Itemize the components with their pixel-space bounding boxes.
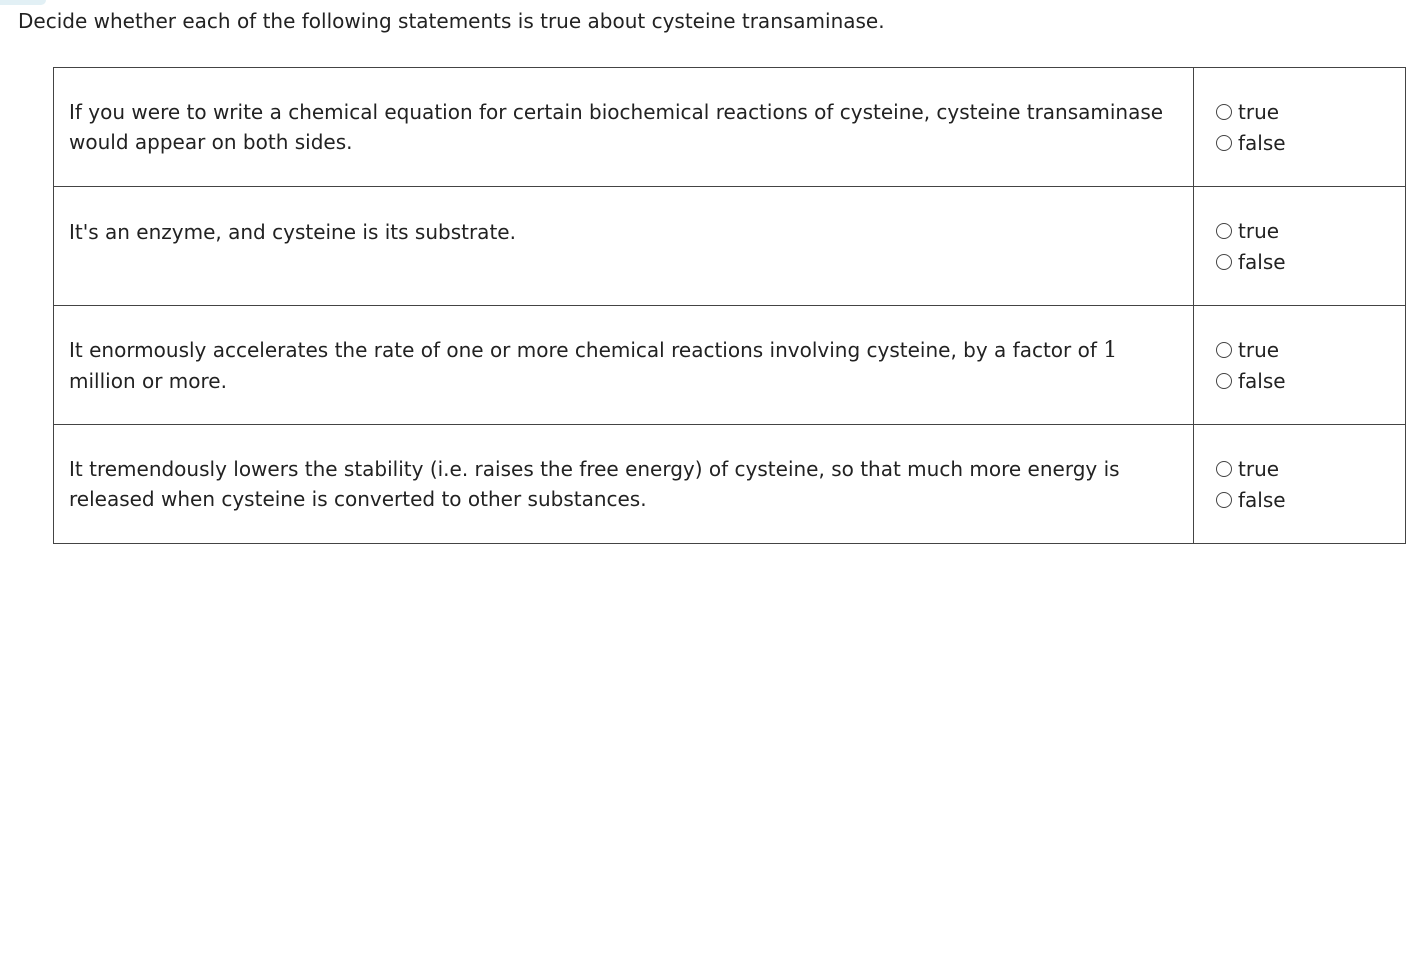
radio-button[interactable] (1216, 254, 1232, 270)
option-label: false (1238, 130, 1286, 155)
radio-button[interactable] (1216, 342, 1232, 358)
radio-button[interactable] (1216, 492, 1232, 508)
statement-2-text: It's an enzyme, and cysteine is its substrate. (54, 187, 1194, 306)
statement-2-true-option[interactable] (1216, 215, 1405, 246)
radio-button[interactable] (1216, 135, 1232, 151)
table-row (54, 187, 1406, 306)
statement-1-options (1194, 68, 1406, 187)
option-label: true (1238, 337, 1280, 362)
option-label: false (1238, 368, 1286, 393)
statement-1-text: If you were to write a chemical equation for certain biochemical reactions of cysteine, cysteine transaminase would appear on both sides. (54, 68, 1194, 187)
math-number: 1 (1103, 337, 1118, 363)
radio-button[interactable] (1216, 223, 1232, 239)
option-label: true (1238, 218, 1280, 243)
option-label: true (1238, 99, 1280, 124)
option-label: true (1238, 456, 1280, 481)
radio-button[interactable] (1216, 104, 1232, 120)
statement-2-options (1194, 187, 1406, 306)
table-row (54, 68, 1406, 187)
statement-3-false-option[interactable] (1216, 365, 1405, 396)
statement-4-text: It tremendously lowers the stability (i.e. raises the free energy) of cysteine, so that much more energy is released when cysteine is converted to other substances. (54, 425, 1194, 544)
corner-tab (0, 0, 46, 5)
option-label: false (1238, 487, 1286, 512)
statement-3-text (54, 306, 1194, 425)
statement-3-options (1194, 306, 1406, 425)
statement-4-false-option[interactable] (1216, 484, 1405, 515)
statement-4-options (1194, 425, 1406, 544)
statement-4-true-option[interactable] (1216, 453, 1405, 484)
statement-3-text-after: million or more. (69, 368, 227, 393)
radio-button[interactable] (1216, 373, 1232, 389)
statement-1-true-option[interactable] (1216, 96, 1405, 127)
statement-3-true-option[interactable] (1216, 334, 1405, 365)
option-label: false (1238, 249, 1286, 274)
radio-button[interactable] (1216, 461, 1232, 477)
question-prompt: Decide whether each of the following statements is true about cysteine transaminase. (18, 9, 885, 33)
table-row (54, 425, 1406, 544)
statement-3-text-before: It enormously accelerates the rate of one or more chemical reactions involving cysteine, by a factor of (69, 337, 1104, 362)
statement-2-false-option[interactable] (1216, 246, 1405, 277)
statement-1-false-option[interactable] (1216, 127, 1405, 158)
statements-table (53, 67, 1406, 544)
table-row (54, 306, 1406, 425)
